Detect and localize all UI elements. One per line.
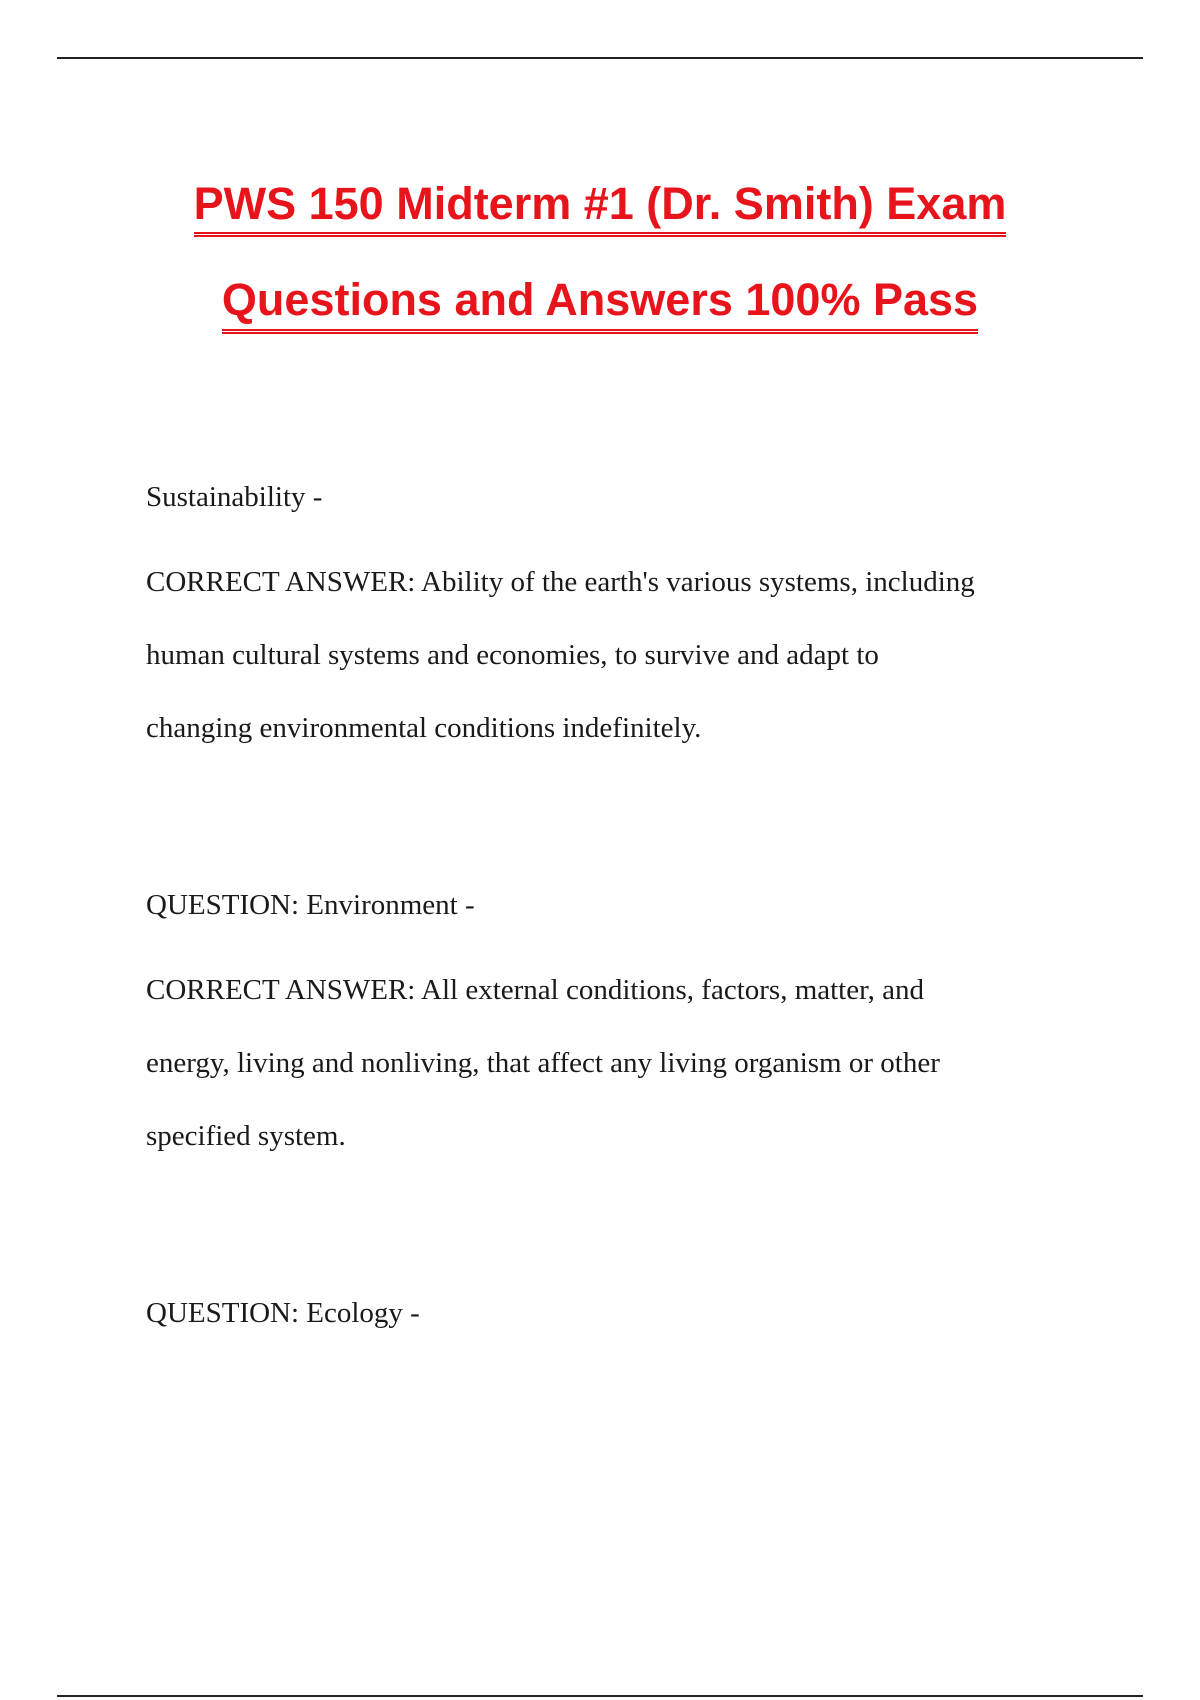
document-body: [146, 461, 1076, 1350]
answer-line: energy, living and nonliving, that affect any living organism or other: [146, 1047, 940, 1079]
answer-line: CORRECT ANSWER: All external conditions, factors, matter, and: [146, 974, 924, 1006]
title-line: Questions and Answers 100% Pass: [222, 275, 978, 333]
header-rule: [57, 57, 1143, 59]
question-text: Sustainability -: [146, 481, 323, 513]
qa-entry: [146, 869, 1076, 1173]
answer-text: [146, 954, 1076, 1173]
footer-rule: [57, 1695, 1143, 1697]
answer-line: human cultural systems and economies, to survive and adapt to: [146, 639, 879, 671]
answer-line: specified system.: [146, 1120, 346, 1152]
answer-line: changing environmental conditions indefinitely.: [146, 712, 702, 744]
spacer: [146, 1173, 1076, 1277]
answer-text: [146, 546, 1076, 765]
qa-entry: [146, 1277, 1076, 1350]
spacer: [146, 765, 1076, 869]
question-text: QUESTION: Ecology -: [146, 1297, 420, 1329]
question-text: QUESTION: Environment -: [146, 889, 475, 921]
qa-entry: [146, 461, 1076, 765]
title-line: PWS 150 Midterm #1 (Dr. Smith) Exam: [194, 179, 1007, 237]
document-title: [0, 178, 1200, 334]
answer-line: CORRECT ANSWER: Ability of the earth's various systems, including: [146, 566, 975, 598]
